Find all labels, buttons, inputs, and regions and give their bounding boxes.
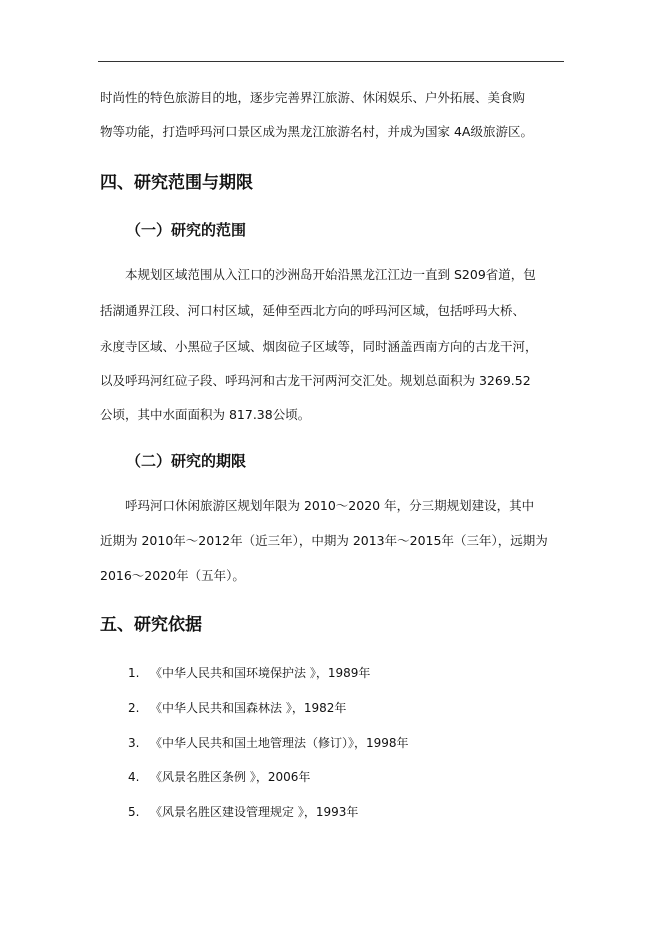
ref-number: 5. <box>128 805 140 819</box>
scope-line-1: 本规划区域范围从入江口的沙洲岛开始沿黑龙江江边一直到 S209省道，包 <box>125 267 536 282</box>
scope-line-2: 括湖通界江段、河口村区域，延伸至西北方向的呼玛河区域，包括呼玛大桥、 <box>100 303 526 318</box>
ref-item-5 <box>128 803 358 821</box>
ref-text: 《中华人民共和国环境保护法 》，1989年 <box>150 666 371 680</box>
ref-number: 1. <box>128 666 140 680</box>
ref-item-1 <box>128 664 370 682</box>
ref-text: 《风景名胜区条例 》，2006年 <box>150 770 311 784</box>
header-rule <box>98 61 564 62</box>
period-heading: （二）研究的期限 <box>126 452 247 470</box>
ref-number: 2. <box>128 701 140 715</box>
scope-line-5: 公顷，其中水面面积为 817.38公顷。 <box>100 407 311 422</box>
intro-line-1: 时尚性的特色旅游目的地，逐步完善界江旅游、休闲娱乐、户外拓展、美食购 <box>100 90 526 105</box>
ref-text: 《中华人民共和国森林法 》，1982年 <box>150 701 347 715</box>
scope-line-3: 永度寺区域、小黑砬子区域、烟囱砬子区域等，同时涵盖西南方向的古龙干河， <box>100 339 538 354</box>
section-5-heading: 五、研究依据 <box>100 615 202 635</box>
section-4-heading: 四、研究范围与期限 <box>100 173 253 193</box>
period-line-2: 近期为 2010年～2012年（近三年），中期为 2013年～2015年（三年），远期为 <box>100 533 548 548</box>
ref-text: 《中华人民共和国土地管理法（修订）》，1998年 <box>150 736 409 750</box>
scope-line-4: 以及呼玛河红砬子段、呼玛河和古龙干河两河交汇处。规划总面积为 3269.52 <box>100 373 531 388</box>
ref-item-3 <box>128 734 409 752</box>
period-line-3: 2016～2020年（五年）。 <box>100 568 245 583</box>
ref-text: 《风景名胜区建设管理规定 》，1993年 <box>150 805 359 819</box>
ref-number: 3. <box>128 736 140 750</box>
scope-heading: （一）研究的范围 <box>126 221 247 239</box>
intro-line-2: 物等功能，打造呼玛河口景区成为黑龙江旅游名村，并成为国家 4A级旅游区。 <box>100 124 533 139</box>
ref-number: 4. <box>128 770 140 784</box>
ref-item-4 <box>128 768 310 786</box>
ref-item-2 <box>128 699 346 717</box>
period-line-1: 呼玛河口休闲旅游区规划年限为 2010～2020 年，分三期规划建设，其中 <box>125 498 535 513</box>
